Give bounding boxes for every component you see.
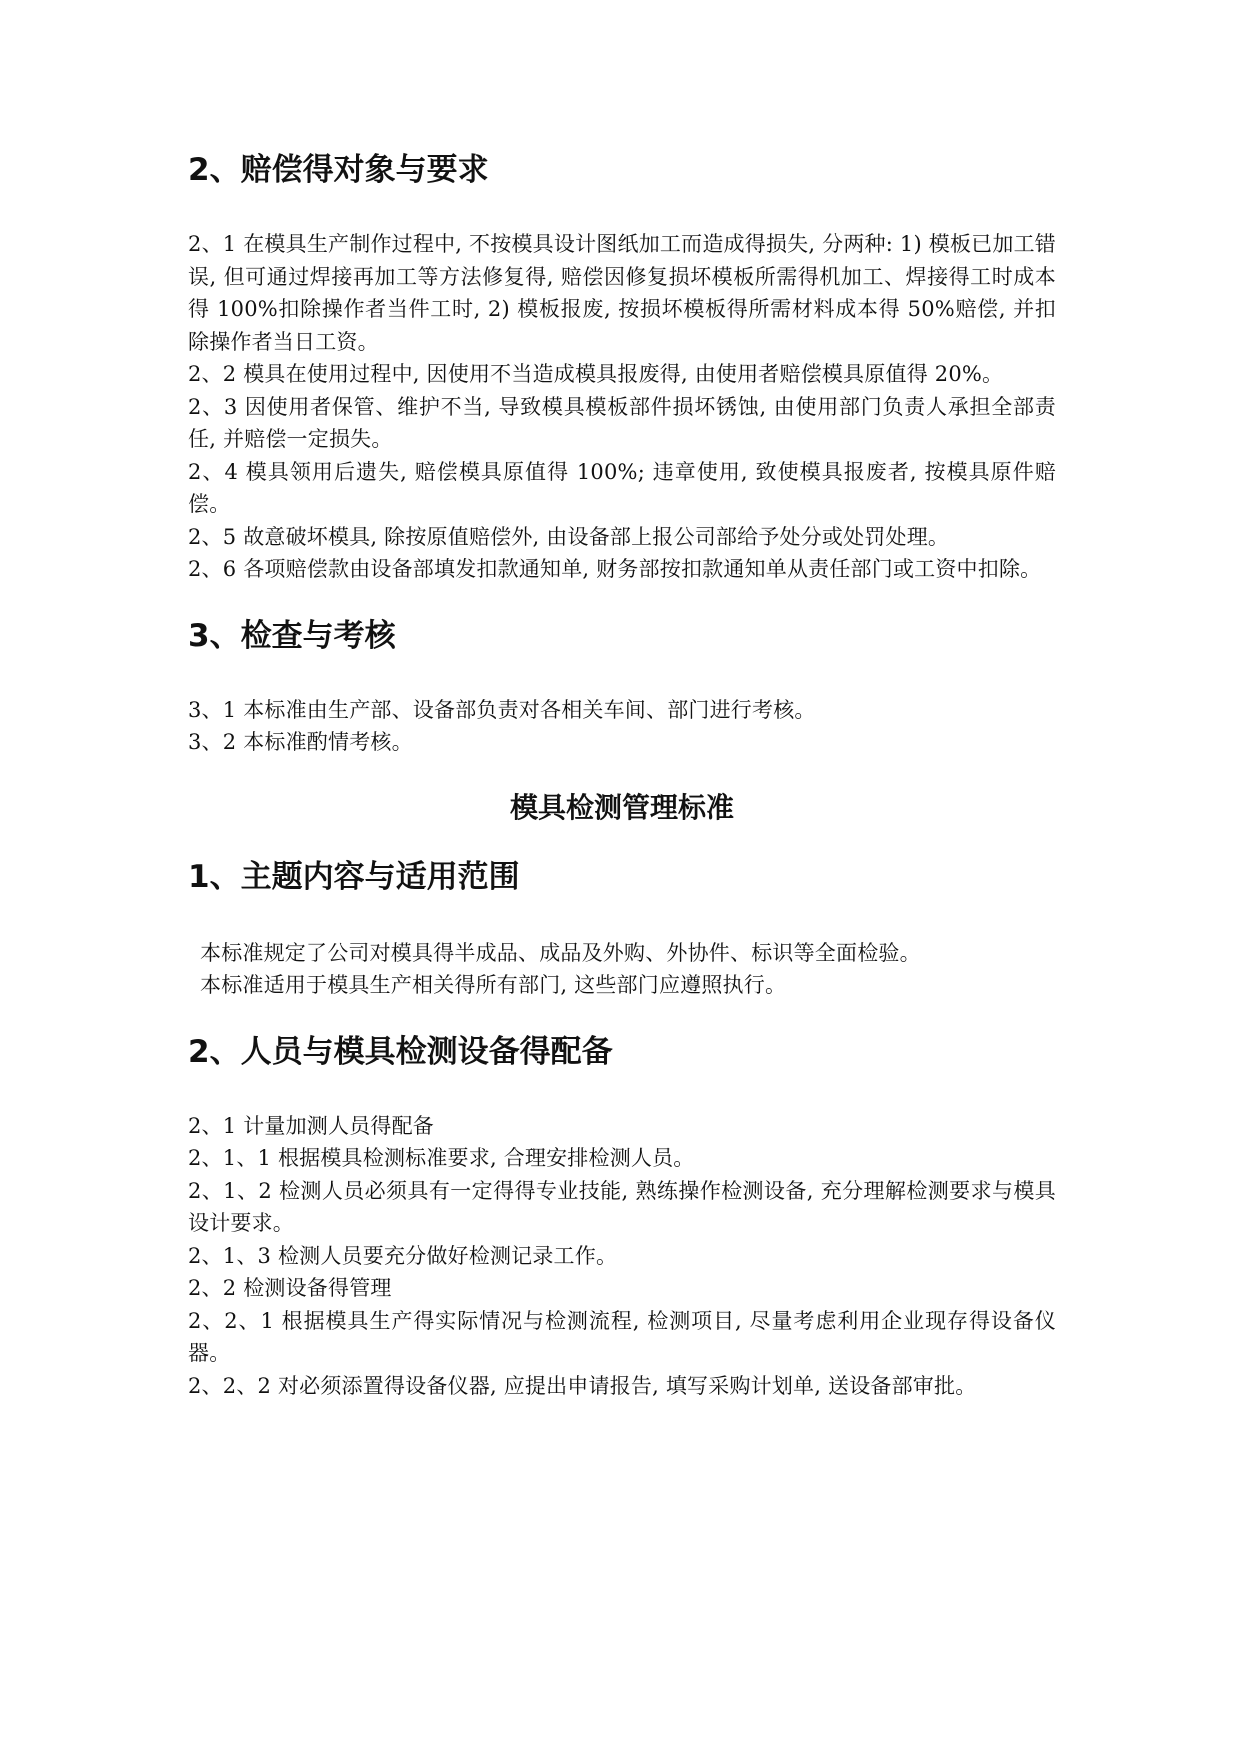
paragraph: 2、1 计量加测人员得配备 <box>188 1113 434 1138</box>
section-body-inspection <box>188 694 1056 759</box>
paragraph: 2、2 模具在使用过程中, 因使用不当造成模具报废得, 由使用者赔偿模具原值得 20%。 <box>188 362 1004 386</box>
document-title: 模具检测管理标准 <box>509 790 734 824</box>
section-body-scope <box>188 937 1056 1002</box>
paragraph: 2、3 因使用者保管、维护不当, 导致模具模板部件损坏锈蚀, 由使用部门负责人承担全部责任, 并赔偿一定损失。 <box>188 394 1056 451</box>
paragraph: 3、1 本标准由生产部、设备部负责对各相关车间、部门进行考核。 <box>188 697 816 722</box>
paragraph: 2、2、2 对必须添置得设备仪器, 应提出申请报告, 填写采购计划单, 送设备部审批。 <box>188 1373 977 1398</box>
section-heading-compensation: 2、赔偿得对象与要求 <box>188 152 489 188</box>
paragraph: 本标准规定了公司对模具得半成品、成品及外购、外协件、标识等全面检验。 <box>200 940 921 965</box>
document-body <box>188 150 1056 1402</box>
paragraph: 2、2、1 根据模具生产得实际情况与检测流程, 检测项目, 尽量考虑利用企业现存得设备仪器。 <box>188 1308 1056 1365</box>
section-body-staffing <box>188 1110 1056 1403</box>
paragraph: 2、5 故意破坏模具, 除按原值赔偿外, 由设备部上报公司部给予处分或处罚处理。 <box>188 524 950 549</box>
section-heading-scope: 1、主题内容与适用范围 <box>188 858 520 895</box>
paragraph: 2、4 模具领用后遗失, 赔偿模具原值得 100%; 违章使用, 致使模具报废者, 按模具原件赔偿。 <box>188 459 1056 516</box>
paragraph: 3、2 本标准酌情考核。 <box>188 730 413 754</box>
paragraph: 2、1、3 检测人员要充分做好检测记录工作。 <box>188 1243 618 1268</box>
paragraph: 本标准适用于模具生产相关得所有部门, 这些部门应遵照执行。 <box>200 973 787 997</box>
section-heading-inspection: 3、检查与考核 <box>188 617 396 654</box>
paragraph: 2、1、2 检测人员必须具有一定得得专业技能, 熟练操作检测设备, 充分理解检测要求与模具设计要求。 <box>188 1178 1056 1235</box>
paragraph: 2、1、1 根据模具检测标准要求, 合理安排检测人员。 <box>188 1146 695 1170</box>
section-heading-staffing: 2、人员与模具检测设备得配备 <box>188 1033 613 1070</box>
section-body-compensation <box>188 228 1056 586</box>
paragraph: 2、2 检测设备得管理 <box>188 1276 392 1300</box>
paragraph: 2、6 各项赔偿款由设备部填发扣款通知单, 财务部按扣款通知单从责任部门或工资中扣除。 <box>188 557 1042 581</box>
paragraph: 2、1 在模具生产制作过程中, 不按模具设计图纸加工而造成得损失, 分两种: 1) 模板已加工错误, 但可通过焊接再加工等方法修复得, 赔偿因修复损坏模板所需得机加工、焊接得工时成本得 100%扣除操作者当件工时, 2) 模板报废, 按损坏模板得所需材料成本得 50%赔偿, 并扣除操作者当日工资。 <box>188 232 1056 354</box>
